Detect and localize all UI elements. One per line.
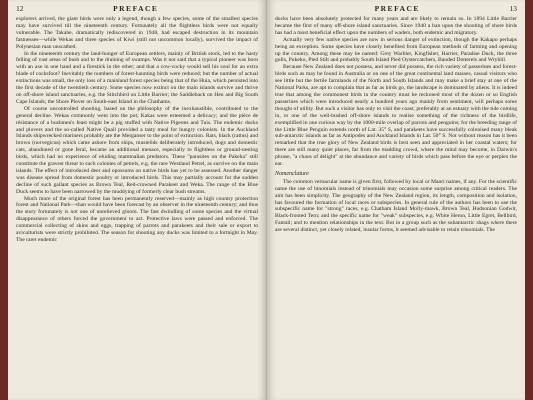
left-page-number: 12 [16, 4, 24, 13]
left-running-head [16, 4, 258, 13]
book-spread [8, 0, 525, 400]
right-page [267, 0, 525, 400]
paragraph: explorers arrived, the giant birds were only a legend, though a few species, some of the smallest species may have survived till the nineteenth century. Fortunately all the flightless birds were not equally vulnerable. The Takahe, dramatically rediscovered in 1948, had escaped destruction in its mountain fastnesses—while Wekas and three species of Kiwi (still not uncommon locally), survived the impact of Polynesian man unscathed. [16, 16, 258, 50]
paragraph: Of course uncontrolled shooting, based on the philosophy of the inexhaustible, contributed to the general decline. Wekas commonly went into the pot; Kakas were esteemed a delicacy; and the pièce de résistance of a bushmen's feast might be a pig stuffed with Native Pigeons and Tuis. The endemic ducks and plovers and the so-called Native Quail provided a tasty meal for hungry colonists. In the Auckland Islands shipwrecked mariners probably ate the Merganser to the point of extinction. Rats, black (rattus) and brown (norvegicus) which came ashore from ships, mustelids deliberately introduced, dogs and domestic cats, abandoned or gone feral, became an additional menace, especially to flightless or ground-nesting birds, which had no experience of eluding mammalian predators. These "parasites on the Pakeha" still constitute the gravest threat to such colonies of petrels, e.g. the rare Westland Petrel, as survive on the main islands. The effect of introduced deer and opossums on native birds has yet to be assessed. Another danger was disease spread from domestic poultry or introduced birds. This may partially account for the sudden decline of such gallant species as Brown Teal, Red-crowned Parakeet and Weka. The range of the Blue Duck seems to have been narrowed by the muddying of formerly clear bush streams. [16, 105, 258, 195]
right-page-number: 13 [509, 4, 517, 13]
paragraph: In the nineteenth century the land-hunger of European settlers, mainly of British stock, led to the hasty felling of vast areas of bush and to the draining of swamps. Was it not said that a typical pioneer was born with an axe in one hand and a firestick in the other; and that a cow-cocky would sell his soul for an extra blade of cocksfoot? Inevitably the numbers of forest-haunting birds were reduced; but the number of actual extinctions was small, the only loss of a mainland forest species being that of the Huia, which persisted into the first decade of the twentieth century. Some species now extinct on the main islands survive and thrive on off-shore island sanctuaries, e.g. the Stitchbird on Little Barrier; the Saddleback on Hen and Big South Cape Islands; the Shore Plover on South-east Island in the Chathams. [16, 50, 258, 105]
section-heading: Nomenclature [275, 170, 309, 177]
paragraph: The common vernacular name is given first, followed by local or Maori names, if any. For the scientific name the use of binomials instead of trinomials may occasion some surprise among critical readers. The aim has been simplicity. The geography of the New Zealand region, its length, composition and isolation, has favoured the formation of local races or subspecies. In general rule of the authors has been to use the subspecific name for "strong" races, e.g. Chatham Island Molly-mawk, Brown Teal, Hudsonian Godwit, Black-fronted Tern; and the specific name for "weak" subspecies, e.g. White Heron, Little Egret, Bellbird, Fantail; and to mention relationships in the text. But in a group such as the subantarctic shags where there are several distinct, yet closely related, insular forms, it seemed advisable to retain trinomials. The [275, 178, 517, 234]
paragraph: ducks have been absolutely protected for many years and are likely to remain so. In 1894 Little Barrier became the first of many off-shore island sanctuaries. Since 1940 a ban upon the shooting of shore birds has had a most beneficial effect upon the numbers of waders, both endemic and migratory. [275, 16, 517, 36]
right-body-text [275, 16, 517, 400]
left-body-text [16, 16, 258, 400]
left-page [8, 0, 266, 400]
left-header-title: PREFACE [113, 4, 159, 13]
right-header-title: PREFACE [374, 4, 420, 13]
right-running-head [275, 4, 517, 13]
paragraph: Because New Zealand does not possess, and never did possess, the rich variety of passerines and forest-birds such as may be found in Australia or on one of the great continental land masses, casual visitors who see little but the fertile farmlands of the North and South Islands and may make a brief stay at one of the National Parks, are apt to complain that as far as birds go, the landscape is dominated by aliens. It is indeed true that among the commonest birds in the country must be reckoned most of the dozen or so English passerines which were introduced nearly a hundred years ago mainly from sentiment, will perhaps some thought of utility. But such a visitor has only to visit the coast, preferably at an estuary with the tide coming in, or one of the well-bushed off-shore islands to realise something of the richness of the birdlife, exemplified in one curious way by the 1000-mile overlap of parrots and penguins; for the breeding range of the Little Blue Penguin extends north of Lat. 35° S, and parakeets have successfully colonised many bleak sub-antarctic islands as far as Antipodes and Auckland Islands in Lat. 50° S. Not without reason has it been remarked that the true glory of New Zealand birds is best seen and appreciated in her coastal waters; for there are still many quiet places, far from the madding crowd, where the mind may become, in Darwin's phrase, "a chaos of delight" at the abundance and variety of birds which pass before the eye or perplex the ear. [275, 64, 517, 168]
paragraph: Actually very few native species are now in serious danger of extinction, though the Kakapo perhaps being an exception. Some species have closely benefited from European methods of farming and opening up the country. Among these may be named: Grey Warbler, Kingfisher, Harrier, Paradise Duck, the three gulls, Pukeko, Pied Stilt and probably South Island Pied Oystercatchers, Banded Dotterels and Wrybill. [275, 36, 517, 64]
paragraph: Much more of the original forest has been permanently reserved—mainly as high country protection forest and National Park—than would have been forecast by an observer in the nineteenth century; and thus the story fortunately is not one of unrelieved gloom. The fast dwindling of some species and the virtual disappearance of others forced the government to act. Protective laws were passed and enforced. The commercial collecting of skins and eggs, trapping of parrots and parakeets and their sale or export to aviculturists were strictly prohibited. The season for shooting any ducks was limited to a fortnight in May. The rarer endemic [16, 195, 258, 243]
